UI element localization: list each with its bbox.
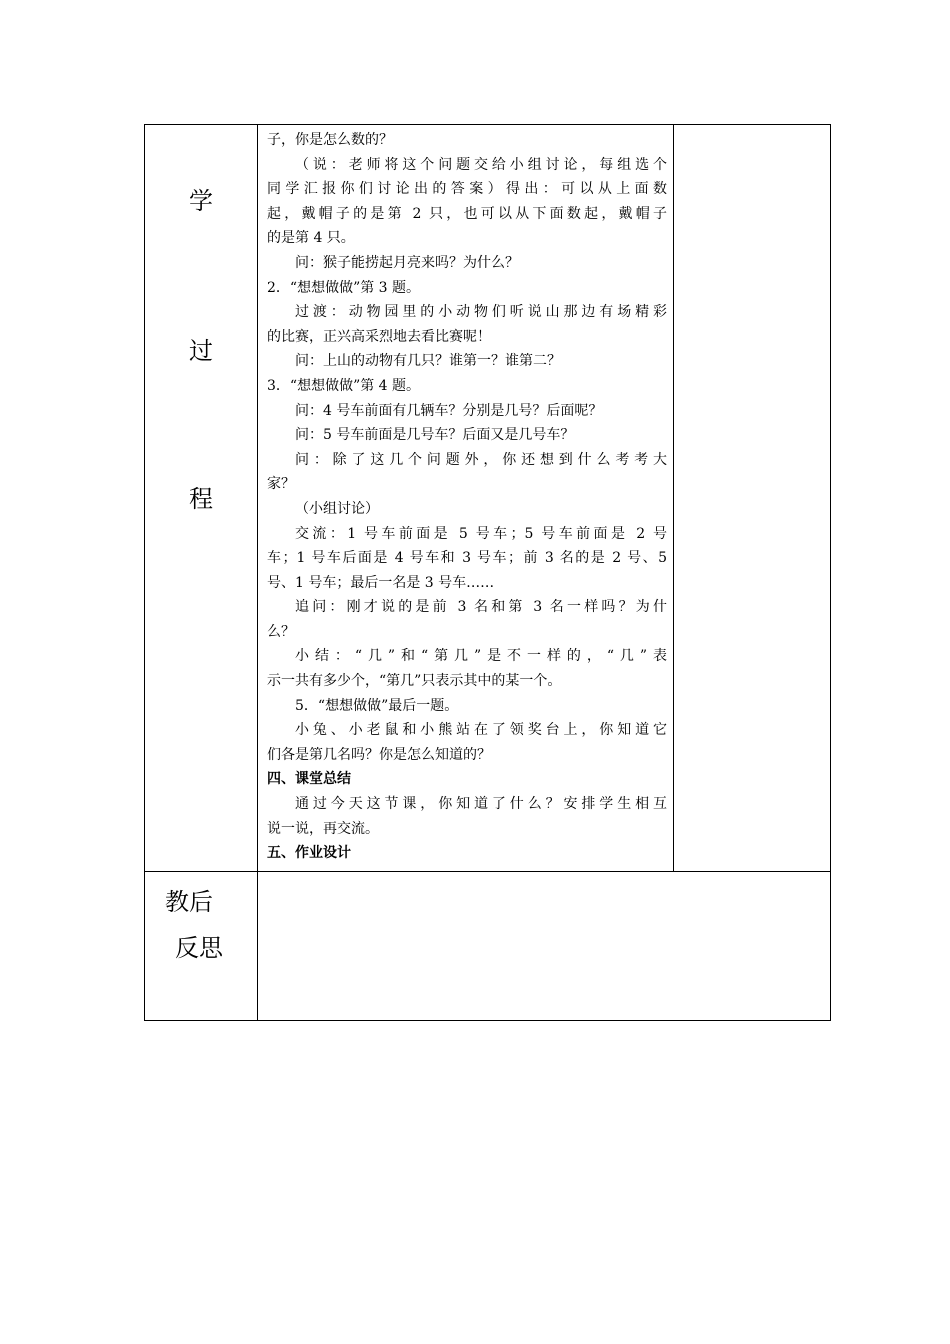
content-line: 5．“想想做做”最后一题。 xyxy=(295,697,459,714)
process-row xyxy=(145,125,831,872)
content-line: 的是第 4 只。 xyxy=(267,230,355,247)
content-line: 家？ xyxy=(267,476,295,493)
content-line: 小兔、小老鼠和小熊站在了领奖台上，你知道它 xyxy=(295,722,667,739)
content-line: 3．“想想做做”第 4 题。 xyxy=(267,377,421,394)
content-line: 号、1 号车；最后一名是 3 号车…… xyxy=(267,574,495,591)
content-line: 么？ xyxy=(267,623,295,640)
content-line: 们各是第几名吗？你是怎么知道的？ xyxy=(267,746,491,763)
content-line: 示一共有多少个，“第几”只表示其中的某一个。 xyxy=(267,673,562,690)
content-line: 问：5 号车前面是几号车？后面又是几号车？ xyxy=(295,427,575,444)
content-line: 起，戴帽子的是第 2 只，也可以从下面数起，戴帽子 xyxy=(267,205,667,222)
content-line: 2．“想想做做”第 3 题。 xyxy=(267,279,421,296)
content-line: 车；1 号车后面是 4 号车和 3 号车；前 3 名的是 2 号、5 xyxy=(267,550,667,567)
section-heading: 四、课堂总结 xyxy=(267,771,351,788)
content-line: 过渡：动物园里的小动物们听说山那边有场精彩 xyxy=(295,304,667,321)
reflection-content-cell[interactable] xyxy=(258,872,831,1021)
section-heading: 五、作业设计 xyxy=(267,845,351,862)
process-label-char: 过 xyxy=(189,337,213,365)
reflection-label: 反思 xyxy=(175,934,223,962)
reflection-label: 教后 xyxy=(165,888,213,916)
content-line: 小结：“几”和“第几”是不一样的，“几”表 xyxy=(295,648,667,665)
content-line: 问：4 号车前面有几辆车？分别是几号？后面呢？ xyxy=(295,402,603,419)
notes-cell xyxy=(674,125,831,872)
content-line: （小组讨论） xyxy=(295,500,379,517)
content-line: 说一说，再交流。 xyxy=(267,820,379,837)
content-line: 的比赛，正兴高采烈地去看比赛呢！ xyxy=(267,328,491,345)
process-label-char: 程 xyxy=(189,485,213,513)
content-lines xyxy=(267,128,667,866)
content-line: 问：上山的动物有几只？谁第一？谁第二？ xyxy=(295,353,561,370)
content-line: 通过今天这节课，你知道了什么？安排学生相互 xyxy=(295,796,667,813)
content-line: 追问：刚才说的是前 3 名和第 3 名一样吗？为什 xyxy=(295,599,667,616)
process-label-char: 学 xyxy=(189,187,213,215)
lesson-plan-table xyxy=(144,124,831,1021)
process-content-cell xyxy=(258,125,674,872)
process-label-cell xyxy=(145,125,258,872)
content-line: 交流：1 号车前面是 5 号车；5 号车前面是 2 号 xyxy=(295,525,667,542)
content-line: 同学汇报你们讨论出的答案）得出：可以从上面数 xyxy=(267,181,667,198)
content-line: （说：老师将这个问题交给小组讨论，每组选个 xyxy=(295,156,667,173)
reflection-label-cell xyxy=(145,872,258,1021)
content-line: 问：除了这几个问题外，你还想到什么考考大 xyxy=(295,451,667,468)
content-line: 子，你是怎么数的？ xyxy=(267,132,393,148)
reflection-row xyxy=(145,872,831,1021)
content-line: 问：猴子能捞起月亮来吗？为什么？ xyxy=(295,254,519,271)
